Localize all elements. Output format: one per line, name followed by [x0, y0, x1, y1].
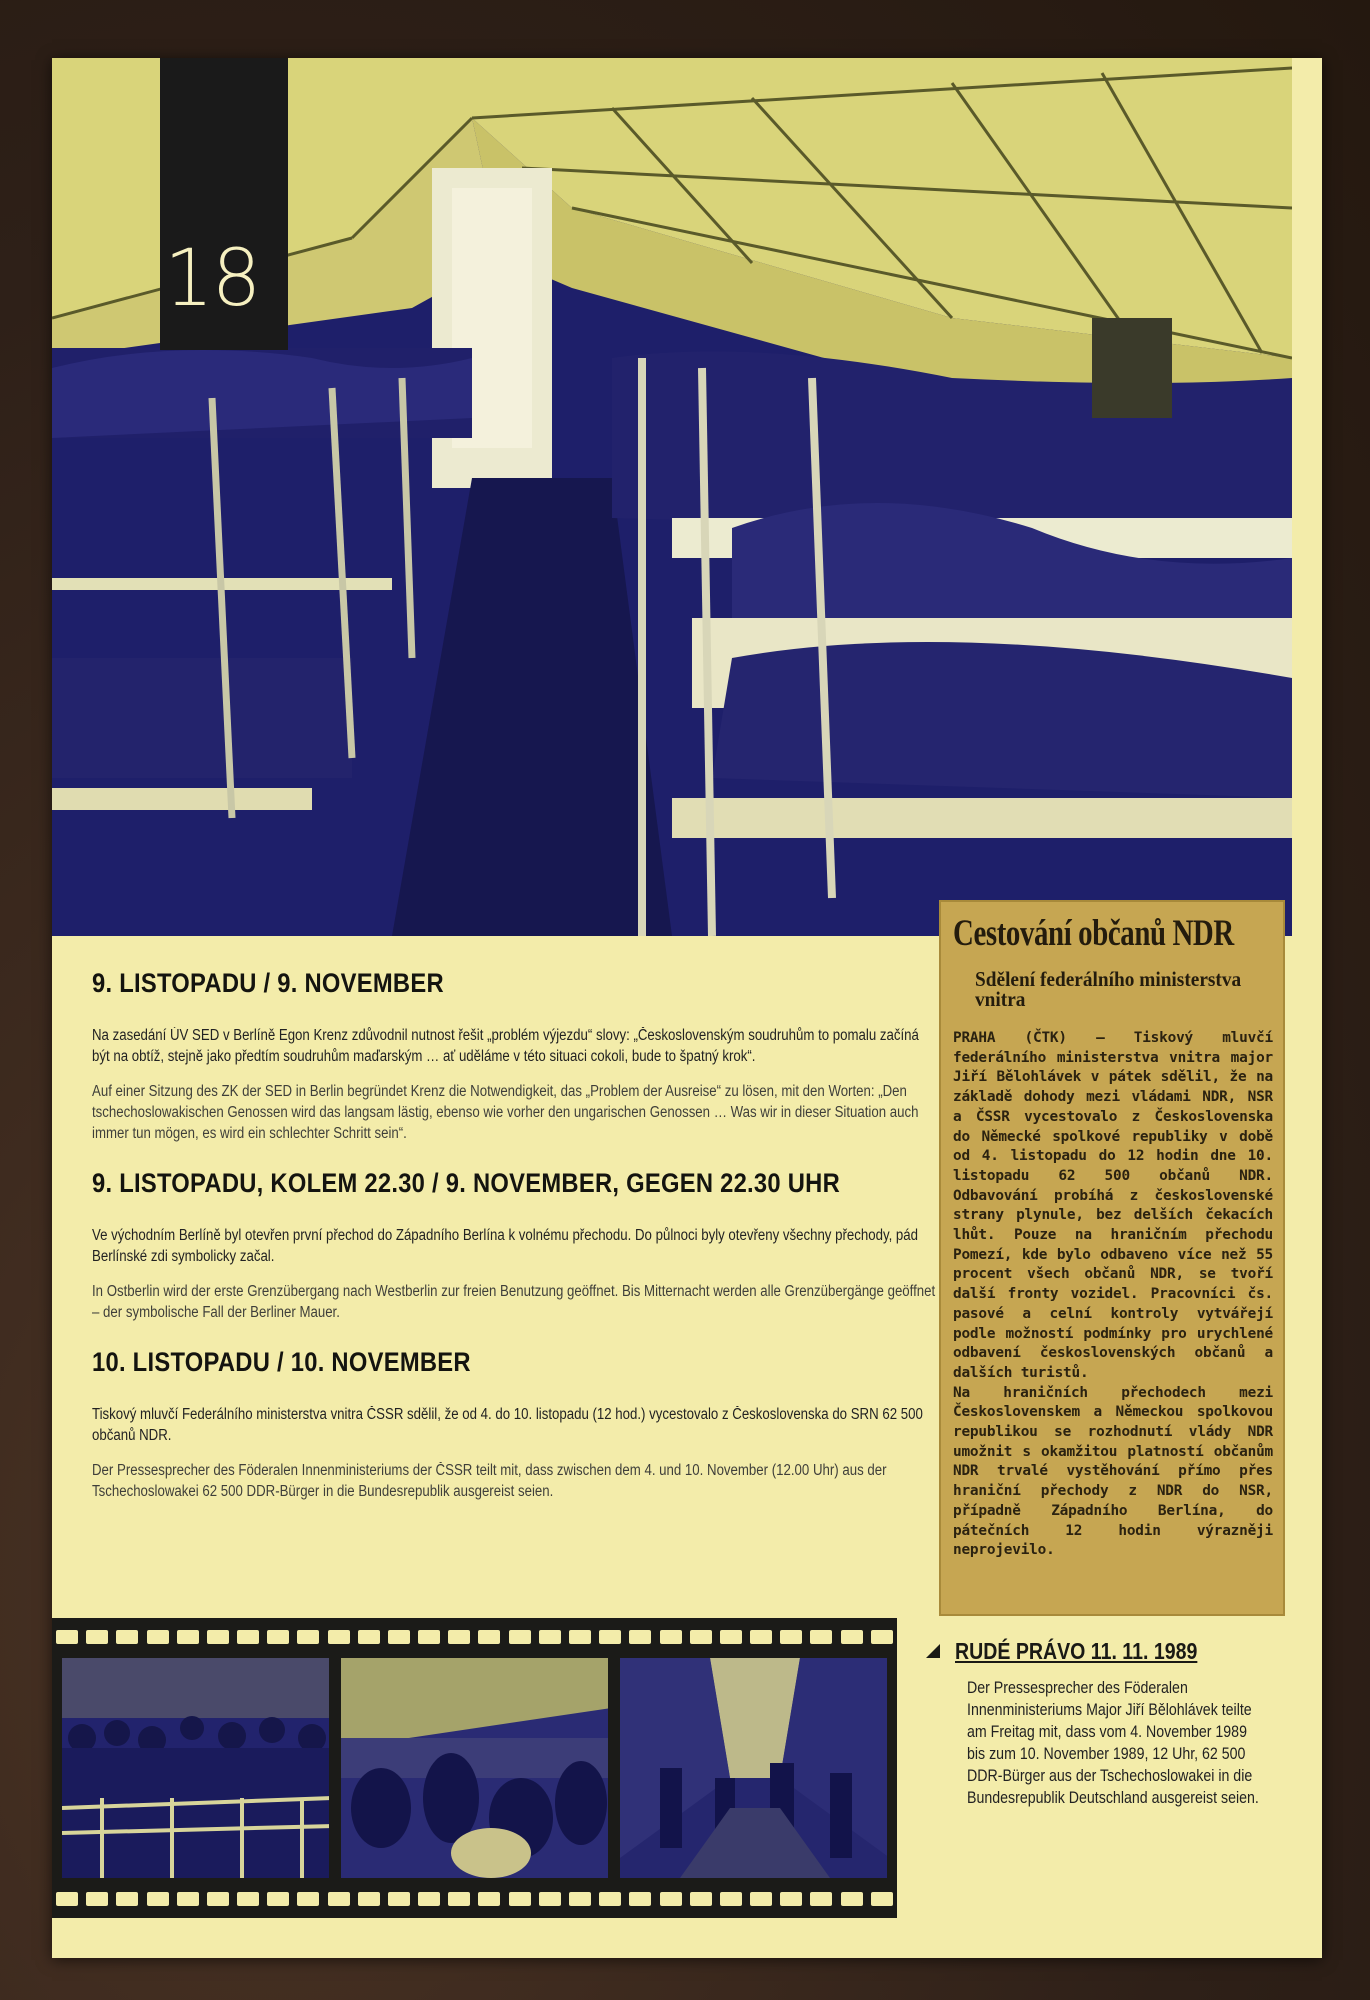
filmstrip-photos [52, 1618, 897, 1918]
newspaper-clipping [939, 900, 1285, 1616]
section-text-de: Der Pressesprecher des Föderalen Innenministeriums der ČSSR teilt mit, dass zwischen dem 4. und 10. November (12.00 Uhr) aus der Tschechoslowakei 62 500 DDR-Bürger in die Bundesrepublik ausgereist seien. [92, 1462, 887, 1500]
street-crowd-photo [341, 1658, 608, 1878]
street-walkers-photo [620, 1658, 887, 1878]
crowd-at-barrier-photo [62, 1658, 329, 1878]
section-9-november [92, 968, 952, 1144]
section-text-de: Auf einer Sitzung des ZK der SED in Berlin begründet Krenz die Notwendigkeit, das „Problem der Ausreise“ zu lösen, mit den Worten: „Den tschechoslowakischen Genossen wird das langsam lästig, ebenso wie vorher den ungarischen Genossen … Was wir in dieser Situation auch immer tun mögen, es wird ein schlechter Schritt sein“. [92, 1083, 919, 1142]
section-heading: 10. LISTOPADU / 10. NOVEMBER [92, 1347, 471, 1377]
triangle-marker-icon [926, 1644, 940, 1658]
section-10-november [92, 1347, 952, 1502]
page-number: 18 [164, 234, 260, 324]
section-text-cz: Na zasedání ÚV SED v Berlíně Egon Krenz zdůvodnil nutnost řešit „problém výjezdu“ slovy: „Československým soudruhům to pomalu začíná být na obtíž, stejně jako předtím soudruhům maďarským … ať uděláme v této situaci cokoli, bude to špatný krok“. [92, 1027, 919, 1065]
section-heading: 9. LISTOPADU / 9. NOVEMBER [92, 968, 444, 998]
film-perforation-bottom [52, 1886, 897, 1912]
film-frames [62, 1658, 887, 1878]
clipping-title: Cestování občanů NDR [953, 913, 1234, 954]
film-perforation-top [52, 1624, 897, 1650]
caption-text: Der Pressesprecher des Föderalen Innenministeriums Major Jiří Bělohlávek teilte am Freitag mit, dass vom 4. November 1989 bis zum 10. November 1989, 12 Uhr, 62 500 DDR-Bürger aus der Tschechoslowakei in die Bundesrepublik Deutschland ausgereist seien. [967, 1679, 1259, 1807]
caption-source: RUDÉ PRÁVO 11. 11. 1989 [955, 1638, 1198, 1664]
poster-page [52, 58, 1322, 1958]
section-9-november-2230 [92, 1168, 952, 1323]
section-text-cz: Ve východním Berlíně byl otevřen první přechod do Západního Berlína k volnému přechodu. Do půlnoci byly otevřeny všechny přechody, pád Berlínské zdi symbolicky začal. [92, 1227, 919, 1265]
chronology-text-column [92, 968, 952, 1516]
clipping-body: PRAHA (ČTK) — Tiskový mluvčí federálního ministerstva vnitra major Jiří Bělohlávek v pátek sdělil, že na základě dohody mezi vládami NDR, NSR a ČSSR vycestovalo z Československa do Německé spolkové republiky v době od 4. listopadu do 12 hodin dne 10. listopadu 62 500 občanů NDR. Odbavování probíhá z československé strany plynule, bez delších čekacích lhůt. Pouze na hraničním přechodu Pomezí, kde bylo odbaveno více než 55 procent všech občanů NDR, se tvoří další fronty vozidel. Pracovníci čs. pasové a celní kontroly vytvářejí podle možností podmínky pro urychlené odbavení československých občanů a dalších turistů. Na hraničních přechodech mezi Československem a Německou spolkovou republikou se rozhodnutí vlády NDR umožnit s okamžitou platností občanům NDR trvalé vystěhování přímo přes hraniční přechody z NDR do NSR, případně Západního Berlína, do pátečních 12 hodin výrazněji neprojevilo. [953, 1030, 1273, 1559]
section-text-de: In Ostberlin wird der erste Grenzübergang nach Westberlin zur freien Benutzung geöffnet. Bis Mitternacht werden alle Grenzübergänge geöffnet – der symbolische Fall der Berliner Mauer. [92, 1283, 936, 1321]
clipping-subtitle: Sdělení federálního ministerstva vnitra [975, 967, 1242, 1011]
clipping-caption [922, 1638, 1302, 1809]
section-heading: 9. LISTOPADU, KOLEM 22.30 / 9. NOVEMBER, GEGEN 22.30 UHR [92, 1168, 841, 1198]
section-text-cz: Tiskový mluvčí Federálního ministerstva vnitra ČSSR sdělil, že od 4. do 10. listopadu (12 hod.) vycestovalo z Československa do SRN 62 500 občanů NDR. [92, 1406, 923, 1444]
